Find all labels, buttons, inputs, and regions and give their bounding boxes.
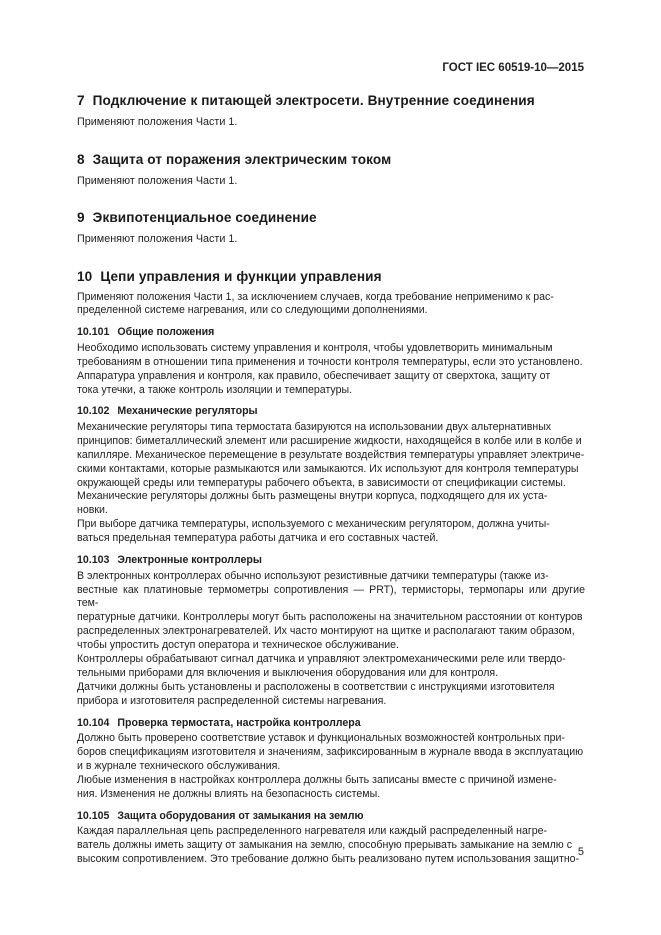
- text-line: распределенных электронагревателей. Их часто монтируют на щитке и располагают таким образом,: [77, 625, 575, 638]
- section-7-text: Применяют положения Части 1.: [77, 116, 238, 128]
- section-number: 7: [77, 93, 85, 108]
- text-line: Датчики должны быть установлены и расположены в соответствии с инструкциями изготовителя: [77, 680, 555, 693]
- subsection-number: 10.103: [77, 554, 110, 567]
- text-line: пределенной системе нагревания, или со следующими дополнениями.: [77, 304, 428, 317]
- text-line: принципов: биметаллический элемент или расширение жидкости, находящейся в колбе или в колбе и: [77, 434, 582, 447]
- section-number: 8: [77, 151, 85, 167]
- subsection-number: 10.101: [77, 326, 110, 339]
- text-line: прибора и изготовителя распределенной системы нагревания.: [77, 694, 387, 707]
- text-line: тельными приборами для включения и выключения оборудования или для контроля.: [77, 666, 499, 679]
- text-line: вестные как платиновые термометры сопротивления — PRT), термисторы, термопары или другие тем-: [77, 583, 585, 610]
- subsection-title: Общие положения: [117, 326, 215, 339]
- section-title: Подключение к питающей электросети. Внутренние соединения: [92, 93, 535, 108]
- text-line: ния. Изменения не должны влиять на безопасность системы.: [77, 787, 381, 800]
- text-line: скими контактами, которые размыкаются или замыкаются. Их используют для контроля температуры: [77, 462, 579, 475]
- text-line: Механические регуляторы должны быть размещены внутри корпуса, подходящего для их уста-: [77, 490, 548, 503]
- section-9-heading: [77, 208, 585, 228]
- section-number: 9: [77, 210, 85, 225]
- subsection-10-104-heading: [77, 716, 585, 731]
- text-line: Каждая параллельная цепь распределенного нагревателя или каждый распределенный нагре-: [77, 825, 548, 838]
- subsection-title: Механические регуляторы: [117, 405, 258, 418]
- text-line: Должно быть проверено соответствие уставок и функциональных возможностей контрольных при-: [77, 732, 565, 745]
- standard-header: ГОСТ IEC 60519-10—2015: [442, 62, 584, 74]
- text-line: ватель должны иметь защиту от замыкания на землю, способную прерывать замыкание на землю с: [77, 839, 572, 852]
- subsection-number: 10.102: [77, 405, 110, 418]
- text-line: новки.: [77, 504, 108, 517]
- text-line: Аппаратура управления и контроля, как правило, обеспечивает защиту от сверхтока, защиту от: [77, 369, 551, 382]
- subsection-10-102-heading: [77, 404, 585, 419]
- subsection-title: Защита оборудования от замыкания на землю: [117, 809, 364, 822]
- text-line: При выборе датчика температуры, используемого с механическим регулятором, должна учиты-: [77, 518, 550, 531]
- subsection-title: Проверка термостата, настройка контроллера: [117, 716, 361, 729]
- text-line: Механические регуляторы типа термостата базируются на использовании двух альтернативных: [77, 420, 552, 433]
- subsection-10-101-heading: [77, 325, 585, 340]
- text-line: ваться предельная температура работы датчика и его составных частей.: [77, 532, 439, 545]
- text-line: В электронных контроллерах обычно используют резистивные датчики температуры (также из-: [77, 569, 549, 582]
- text-line: Любые изменения в настройках контроллера должны быть записаны вместе с причиной измене-: [77, 773, 557, 786]
- page-number: 5: [577, 846, 584, 858]
- text-line: капилляре. Механическое перемещение в результате воздействия температуры управляет электриче-: [77, 448, 585, 461]
- section-title: Защита от поражения электрическим током: [92, 151, 392, 167]
- text-line: высоким сопротивлением. Это требование должно быть реализовано путем использования защитно-: [77, 853, 580, 865]
- text-line: Контроллеры обрабатывают сигнал датчика и управляют электромеханическими реле или твердо-: [77, 653, 566, 666]
- subsection-title: Электронные контроллеры: [117, 554, 262, 567]
- section-10-heading: [77, 267, 585, 287]
- page-content: [77, 91, 585, 867]
- section-title: Цепи управления и функции управления: [100, 268, 382, 284]
- subsection-number: 10.105: [77, 809, 110, 822]
- section-8-text: Применяют положения Части 1.: [77, 174, 238, 187]
- text-line: Применяют положения Части 1, за исключением случаев, когда требование неприменимо к рас-: [77, 290, 554, 303]
- section-title: Эквипотенциальное соединение: [92, 210, 317, 225]
- section-9-text: Применяют положения Части 1.: [77, 233, 238, 245]
- text-line: Необходимо использовать систему управления и контроля, чтобы удовлетворить минимальным: [77, 341, 553, 354]
- text-line: боров спецификациям изготовителя и значениям, зафиксированным в журнале ввода в эксплуатацию: [77, 746, 584, 759]
- subsection-10-103-heading: [77, 553, 585, 568]
- text-line: пературные датчики. Контроллеры могут быть расположены на значительном расстоянии от контуров: [77, 611, 583, 624]
- section-8-heading: [77, 150, 585, 170]
- subsection-number: 10.104: [77, 716, 110, 729]
- text-line: тока утечки, а также контроль изоляции и температуры.: [77, 383, 353, 396]
- section-number: 10: [77, 268, 93, 284]
- text-line: требованиям в отношении типа применения и точности контроля температуры, если это установлено.: [77, 355, 583, 368]
- section-7-heading: [77, 91, 585, 111]
- subsection-10-105-heading: [77, 809, 585, 824]
- text-line: окружающей среды или температуры рабочего объекта, в зависимости от спецификации системы.: [77, 476, 566, 489]
- text-line: чтобы упростить доступ оператора и техническое обслуживание.: [77, 639, 399, 652]
- text-line: и в журнале технического обслуживания.: [77, 759, 281, 772]
- section-10-intro: [77, 291, 585, 319]
